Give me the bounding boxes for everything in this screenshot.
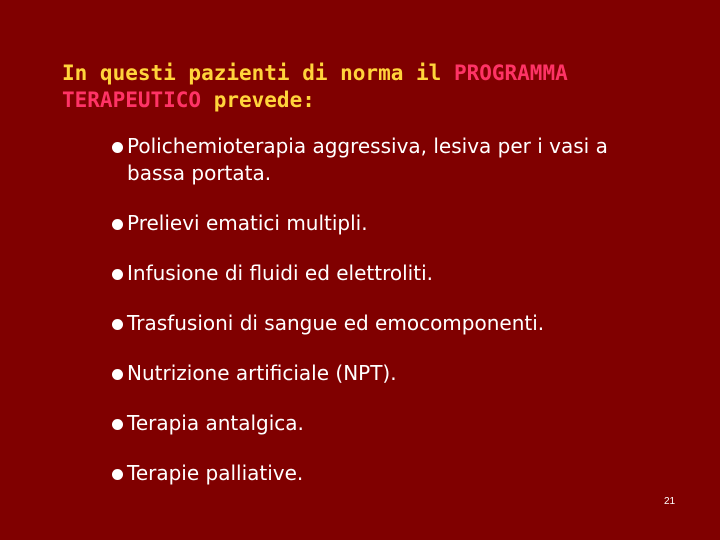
bullet-item <box>112 133 672 187</box>
bullet-text: Trasfusioni di sangue ed emocomponenti. <box>127 311 545 335</box>
title-text-end: prevede: <box>201 88 315 112</box>
bullet-item <box>112 410 672 437</box>
bullet-text: Polichemioterapia aggressiva, lesiva per i vasi a bassa portata. <box>127 134 608 185</box>
title-highlight: PROGRAMMA TERAPEUTICO <box>62 61 568 112</box>
page-number: 21 <box>664 496 676 507</box>
bullet-item <box>112 210 672 237</box>
bullet-dot-icon <box>112 469 123 480</box>
bullet-dot-icon <box>112 269 123 280</box>
bullet-dot-icon <box>112 219 123 230</box>
bullet-item <box>112 460 672 487</box>
bullet-text: Terapie palliative. <box>127 461 304 485</box>
title-text: In questi pazienti di norma il <box>62 61 454 85</box>
bullet-text: Nutrizione artificiale (NPT). <box>127 361 397 385</box>
slide-title <box>62 60 682 114</box>
bullet-dot-icon <box>112 142 123 153</box>
bullet-text: Terapia antalgica. <box>127 411 304 435</box>
bullet-item <box>112 310 672 337</box>
bullet-list <box>112 133 672 510</box>
bullet-dot-icon <box>112 419 123 430</box>
bullet-dot-icon <box>112 319 123 330</box>
bullet-dot-icon <box>112 369 123 380</box>
bullet-text: Infusione di fluidi ed elettroliti. <box>127 261 433 285</box>
bullet-text: Prelievi ematici multipli. <box>127 211 368 235</box>
bullet-item <box>112 260 672 287</box>
bullet-item <box>112 360 672 387</box>
